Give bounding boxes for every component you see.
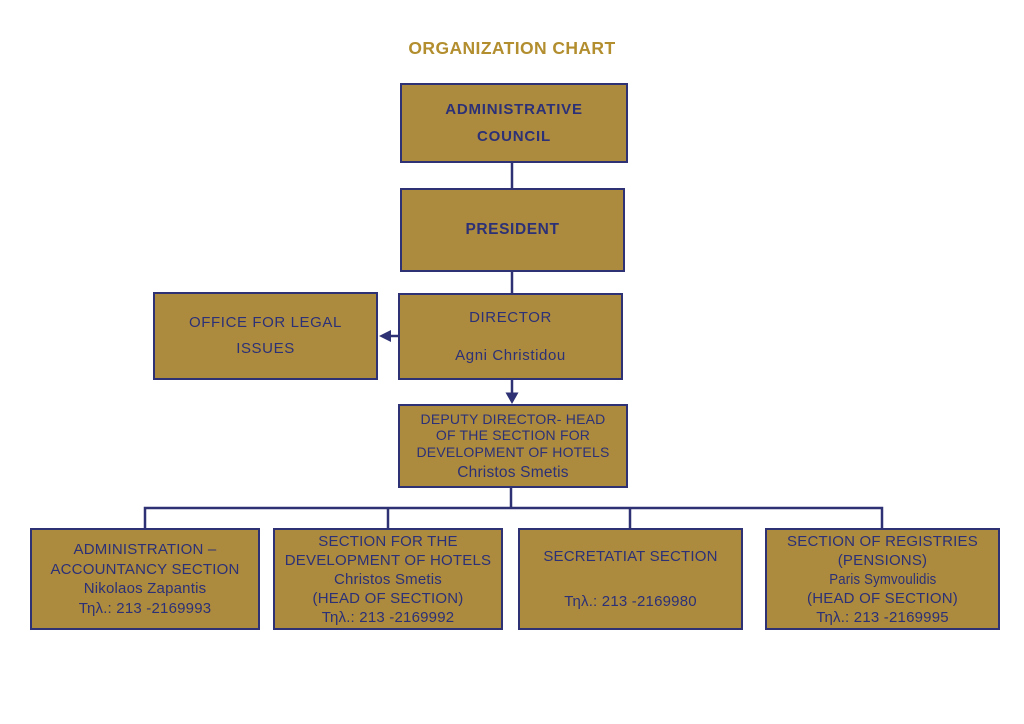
connector-rail [145,508,882,528]
node-line: ACCOUNTANCY SECTION [50,560,240,578]
node-line: Agni Christidou [455,347,566,364]
node-line: PRESIDENT [465,221,560,238]
node-line: DIRECTOR [469,309,552,326]
node-line: COUNCIL [477,128,551,145]
node-line: Nikolaos Zapantis [83,580,207,597]
arrow-down-icon [506,393,519,405]
node-admin-accountancy-section [30,528,260,630]
node-line: Paris Symvoulidis [828,570,937,588]
node-president [400,188,625,272]
node-line: Τηλ.: 213 -2169993 [78,599,212,617]
node-line: (HEAD OF SECTION) [807,589,958,607]
node-line: Τηλ.: 213 -2169980 [564,593,697,610]
node-line: OF THE SECTION FOR [435,427,591,443]
node-line: DEVELOPMENT OF HOTELS [284,551,492,569]
node-secretariat-section [518,528,743,630]
node-registries-section [765,528,1000,630]
node-line: SECTION OF REGISTRIES [787,532,978,550]
node-line: Τηλ.: 213 -2169995 [816,608,949,626]
node-director [398,293,623,380]
node-line: DEPUTY DIRECTOR- HEAD [420,410,606,427]
node-line: SECTION FOR THE [318,532,458,550]
node-line: SECRETATIAT SECTION [543,547,718,565]
node-line: Christos Smetis [457,464,569,481]
node-line: (PENSIONS) [837,551,928,569]
node-hotels-development-section [273,528,503,630]
chart-title: ORGANIZATION CHART [408,38,616,58]
node-line: ISSUES [236,340,295,357]
node-office-legal-issues [153,292,378,380]
node-deputy-director [398,404,628,488]
node-line: OFFICE FOR LEGAL [189,314,342,331]
node-line: ADMINISTRATION – [73,541,217,558]
node-line: DEVELOPMENT OF HOTELS [416,443,610,460]
arrow-left-icon [379,330,391,342]
node-line: Christos Smetis [333,570,443,588]
node-line: (HEAD OF SECTION) [312,589,464,607]
node-administrative-council [400,83,628,163]
node-line: Τηλ.: 213 -2169992 [321,608,455,626]
node-line: ADMINISTRATIVE [445,101,583,118]
